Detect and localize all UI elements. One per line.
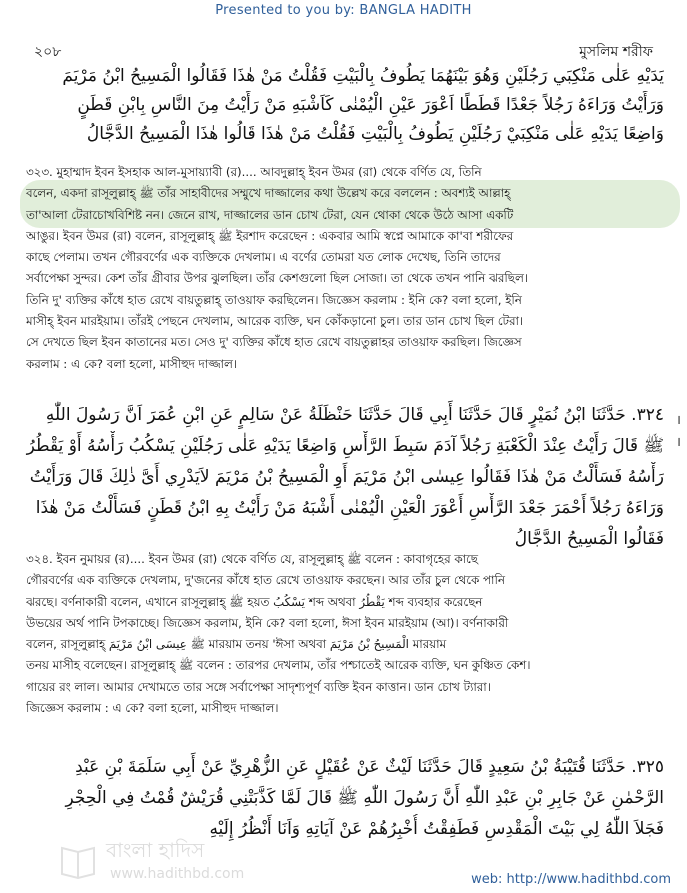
arabic-line: فَقَالُوا الْمَسِيحُ الدَّجَّالُ [514, 529, 664, 549]
bangla-line: তা'আলা টেরাচোখবিশিষ্ট নন। জেনে রাখ, দাজ্জালের ডান চোখ টেরা, যেন থোকা থেকে উঠে আসা একটি [26, 207, 514, 222]
bangla-line: সর্বাপেক্ষা সুন্দর। কেশ তাঁর গ্রীবার উপর ঝুলছিল। তাঁর কেশগুলো ছিল সোজা। তা থেকে তখন পানি ঝরছিল। [26, 271, 528, 286]
running-head: মুসলিম শরীফ [579, 44, 653, 60]
top-banner: Presented to you by: BANGLA HADITH [215, 3, 472, 18]
bangla-text-block-1 [26, 162, 656, 375]
arabic-line: الرَّحْمٰنِ عَنْ جَابِرِ بْنِ عَبْدِ اللّٰهِ أَنَّ رَسُولَ اللّٰهِ ﷺ قَالَ لَمَّا كَذَّبَتْنِي قُرَيْشٌ قُمْتُ فِي الْحِجْرِ [65, 788, 664, 808]
bangla-line: মাসীহ্ ইবন মারইয়াম। তাঁরই পেছনে দেখলাম, আরেক ব্যক্তি, ঘন কোঁকড়ানো চুল। তার ডান চোখ ছিল টেরা। [26, 314, 524, 329]
watermark-title: বাংলা হাদিস [106, 838, 205, 862]
bangla-line: গৌরবর্ণের এক ব্যক্তিকে দেখলাম, দু'জনের কাঁধে হাত রেখে তাওয়াফ করছেন। আর তাঁর চুল থেকে পানি [26, 573, 505, 588]
bangla-line: গায়ের রং লাল। আমার দেখামতে তার সঙ্গে সর্বাপেক্ষা সাদৃশ্যপূর্ণ ব্যক্তি ইবন কাত্তান। ডান চোখ ট্যারা। [26, 679, 491, 694]
bangla-line: করলাম : এ কে? বলা হলো, মাসীহুদ দাজ্জাল। [26, 356, 237, 371]
margin-mark: । [676, 435, 681, 450]
bangla-line: ঝরছে। বর্ণনাকারী বলেন, এখানে রাসূলুল্লাহ্ ﷺ হয়ত يَسْكُبُ শব্দ অথবা يَقْطُرُ শব্দ ব্যবহার করেছেন [26, 594, 483, 609]
arabic-line: ٣٢٥. حَدَّثَنَا قُتَيْبَةُ بْنُ سَعِيدٍ قَالَ حَدَّثَنَا لَيْثٌ عَنْ عُقَيْلٍ عَنِ الزُّهْرِيِّ عَنْ أَبِي سَلَمَةَ بْنِ عَبْدِ [75, 757, 664, 777]
arabic-line: فَجَلاَ اللّٰهُ لِي بَيْتَ الْمَقْدِسِ فَطَفِقْتُ أُخْبِرُهُمْ عَنْ آيَاتِهِ وَاَنَا أَنْظُرُ إِلَيْهِ [209, 819, 664, 839]
bangla-line: বলেন, একদা রাসূলুল্লাহ্ ﷺ তাঁর সাহাবীদের সম্মুখে দাজ্জালের কথা উল্লেখ করে বললেন : অবশ্যই আল্লাহ্ [26, 186, 511, 201]
margin-mark: । [676, 413, 681, 428]
arabic-line: وَرَاءَهُ رَجُلاً أَحْمَرَ جَعْدَ الرَّأْسِ أَعْوَرَ الْعَيْنِ الْيُمْنٰى أَشْبَهُ مَنْ رَأَيْتُ بِهِ ابْنُ قَطَنٍ فَسَأَلْتُ مَنْ هٰذَا [35, 498, 664, 518]
bangla-line: ৩২৪. ইবন নুমায়র (র).... ইবন উমর (রা) থেকে বর্ণিত যে, রাসূলুল্লাহ্ ﷺ বলেন : কাবাগৃহের কাছে [26, 552, 478, 566]
arabic-line: وَرَأَيْتُ وَرَاءَهُ رَجُلاً جَعْدًا قَطَطًا اَعْوَرَ عَيْنِ الْيُمْنٰى كَاَشْبَهِ مَنْ رَأَيْتُ مِنَ النَّاسِ بِابْنِ قَطَنٍ [77, 95, 664, 115]
bangla-line: কাছে পেলাম। তখন গৌরবর্ণের এক ব্যক্তিকে দেখলাম। এ বর্ণের তোমরা যত লোক দেখেছ, তিনি তাদের [26, 250, 501, 265]
bangla-line: উভয়ের অর্থ পানি টপকাচ্ছে। জিজ্ঞেস করলাম, ইনি কে? বলা হলো, ঈসা ইবন মারইয়াম (আ)। বর্ণনাকারী [26, 615, 509, 630]
arabic-text-block-1 [24, 62, 664, 149]
arabic-line: رَأْسُهُ فَسَأَلْتُ مَنْ هٰذَا فَقَالُوا عِيسٰى ابْنُ مَرْيَمَ أَوِ الْمَسِيحُ بْنُ مَرْيَمَ لاَيَدْرِي أَىَّ ذٰلِكَ قَالَ وَرَأَيْتُ [29, 467, 664, 487]
bangla-line: তিনি দু' ব্যক্তির কাঁধে হাত রেখে বায়তুল্লাহ্ তাওয়াফ করছিলেন। জিজ্ঞেস করলাম : ইনি কে? বলা হলো, ইনি [26, 292, 522, 307]
bangla-text-block-2 [26, 549, 656, 719]
watermark-logo [58, 836, 288, 888]
arabic-line: ٣٢٤. حَدَّثَنَا ابْنُ نُمَيْرٍ قَالَ حَدَّثَنَا أَبِي قَالَ حَدَّثَنَا حَنْظَلَةُ عَنْ سَالِمٍ عَنِ ابْنِ عُمَرَ اَنَّ رَسُولَ اللّٰهِ [45, 405, 664, 425]
book-icon [58, 840, 98, 880]
bangla-line: সে দেখতে ছিল ইবন কাতানের মত। সেও দু' ব্যক্তির কাঁধে হাত রেখে বায়তুল্লাহর তাওয়াফ করছিল। জিজ্ঞেস [26, 335, 522, 350]
arabic-line: وَاضِعًا يَدَيْهِ عَلٰى مَنْكِبَيْ رَجُلَيْنِ يَطُوفُ بِالْبَيْتِ فَقُلْتُ مَنْ هٰذَا قَالُوا هٰذَا الْمَسِيحُ الدَّجَّالُ [86, 124, 664, 144]
page-number: ২০৮ [34, 44, 62, 60]
bangla-line: জিজ্ঞেস করলাম : এ কে? বলা হলো, মাসীহুদ দাজ্জাল। [26, 701, 279, 716]
bangla-line: আঙুর। ইবন উমর (রা) বলেন, রাসূলুল্লাহ্ ﷺ ইরশাদ করেছেন : একবার আমি স্বপ্নে আমাকে কা'বা শরীফের [26, 228, 514, 243]
bangla-line: ৩২৩. মুহাম্মাদ ইবন ইসহাক আল-মুসায়্যাবী (র).... আবদুল্লাহ্ ইবন উমর (রা) থেকে বর্ণিত যে, তিনি [26, 165, 482, 179]
bangla-line: তনয় মাসীহ বলেছেন। রাসূলুল্লাহ্ ﷺ বলেন : তারপর দেখলাম, তাঁর পশ্চাতেই আরেক ব্যক্তি, ঘন কুঞ্চিত কেশ। [26, 658, 531, 673]
bangla-line: বলেন, রাসূলুল্লাহ্ ﷺ عِيسَى ابْنُ مَرْيَمَ মারয়াম তনয় 'ঈসা অথবা الْمَسِيحُ بْنُ مَرْيَمَ মারয়াম [26, 637, 447, 652]
arabic-text-block-2 [24, 400, 664, 555]
arabic-text-block-3 [24, 752, 664, 845]
website-link[interactable]: web: http://www.hadithbd.com [471, 872, 671, 887]
arabic-line: يَدَيْهِ عَلٰى مَنْكِبَي رَجُلَيْنِ وَهُوَ بَيْنَهُمَا يَطُوفُ بِالْبَيْتِ فَقُلْتُ مَنْ هٰذَا فَقَالُوا الْمَسِيحُ ابْنُ مَرْيَمَ [62, 66, 664, 86]
watermark-url: www.hadithbd.com [110, 866, 245, 882]
arabic-line: ﷺ قَالَ رَأَيْتُ عِنْدَ الْكَعْبَةِ رَجُلاً آدَمَ سَبِطَ الرَّأْسِ وَاضِعًا يَدَيْهِ عَلٰى رَجُلَيْنِ يَسْكُبُ رَأْسُهُ أَوْ يَقْطُرُ [26, 436, 664, 456]
